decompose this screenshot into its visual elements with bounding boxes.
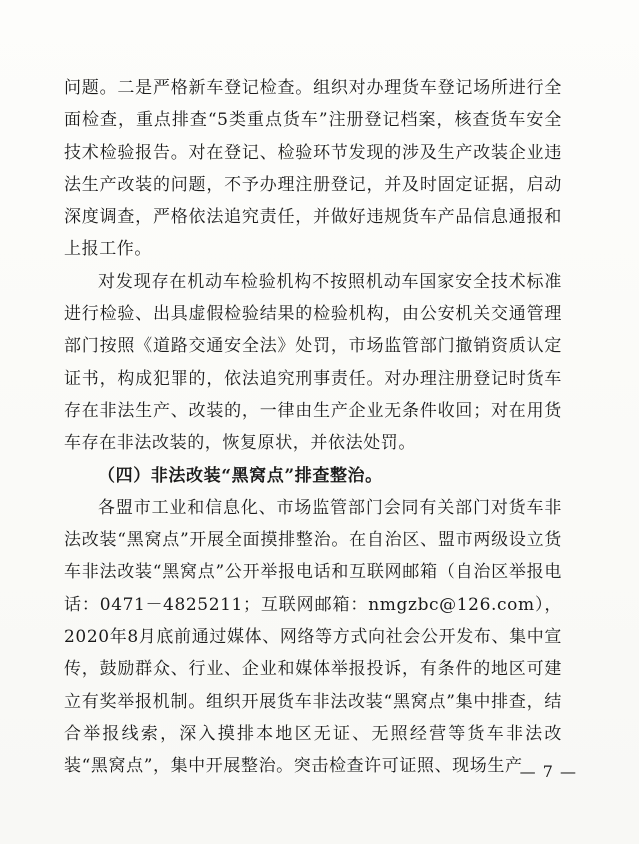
section-heading-black-spots: （四）非法改装“黑窝点”排查整治。 xyxy=(98,465,383,486)
paragraph-black-spot-rectification: 各盟市工业和信息化、市场监管部门会同有关部门对货车非法改装“黑窝点”开展全面摸排整治。在自治区、盟市两级设立货车非法改装“黑窝点”公开举报电话和互联网邮箱（自治区举报电话：0471－4825211；互联网邮箱：nmgzbc@126.com），2020年8月底前通过媒体、网络等方式向社会公开发布、集中宣传，鼓励群众、行业、企业和媒体举报投诉，有条件的地区可建立有奖举报机制。组织开展货车非法改装“黑窝点”集中排查，结合举报线索，深入摸排本地区无证、无照经营等货车非法改装“黑窝点”，集中开展整治。突击检查许可证照、现场生产 xyxy=(64,497,562,777)
page-number: — 7 — xyxy=(519,762,577,781)
paragraph-new-vehicle-registration: 问题。二是严格新车登记检查。组织对办理货车登记场所进行全面检查，重点排查“5类重点货车”注册登记档案，核查货车安全技术检验报告。对在登记、检验环节发现的涉及生产改装企业违法生产改装的问题，不予办理注册登记，并及时固定证据，启动深度调查，严格依法追究责任，并做好违规货车产品信息通报和上报工作。 xyxy=(64,78,562,260)
document-body xyxy=(64,72,562,783)
paragraph-inspection-agency-penalty: 对发现存在机动车检验机构不按照机动车国家安全技术标准进行检验、出具虚假检验结果的检验机构，由公安机关交通管理部门按照《道路交通安全法》处罚，市场监管部门撤销资质认定证书，构成犯罪的，依法追究刑事责任。对办理注册登记时货车存在非法生产、改装的，一律由生产企业无条件收回；对在用货车存在非法改装的，恢复原状，并依法处罚。 xyxy=(64,271,562,454)
